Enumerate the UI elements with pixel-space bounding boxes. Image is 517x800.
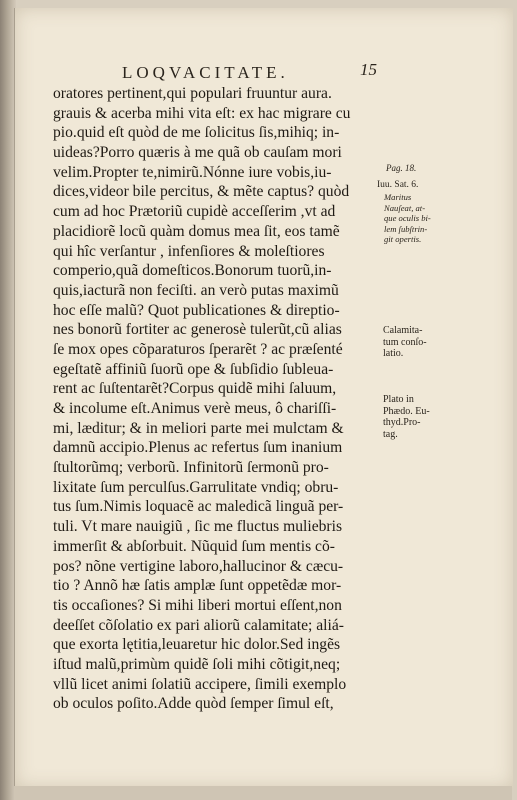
text-line: grauis & acerba mihi vita eſt: ex hac migrare cu	[53, 104, 351, 122]
text-line: vllũ licet animi ſolatiũ accipere, ſimili exemplo	[53, 675, 347, 693]
text-line: placidiorẽ locũ quàm domus mea ſit, eos tamẽ	[53, 222, 340, 240]
text-line: ſtultorũmq; verborũ. Infinitorũ ſermonũ pro-	[53, 459, 329, 477]
margin-note-line: que oculis bi-	[384, 213, 431, 223]
text-line: comperio,quã domeſticos.Bonorum tuorũ,in-	[53, 262, 332, 280]
margin-note-line: git opertis.	[384, 234, 422, 244]
text-line: tis occaſiones? Si mihi liberi mortui eſſent,non	[53, 596, 342, 614]
margin-note-juvenal	[377, 180, 418, 191]
margin-note-line: Calamita-	[383, 325, 423, 336]
text-line: cum ad hoc Prætoriũ cupidè acceſſerim ,vt ad	[53, 203, 336, 221]
body-text	[53, 84, 388, 714]
margin-note-line: tag.	[383, 428, 398, 440]
text-line: iſtud malũ,primùm quidẽ ſoli mihi cõtigit,neq;	[53, 655, 341, 673]
text-line: egeſtatẽ affiniũ ſuorũ ope & ſubſidio ſubleua-	[53, 360, 334, 378]
text-line: ob oculos poſito.Adde quòd ſemper ſimul eſt,	[53, 695, 334, 713]
margin-note-line: Phædo. Eu-	[383, 405, 430, 417]
text-line: uideas?Porro quæris à me quã ob cauſam mori	[53, 144, 342, 162]
page-bottom-edge	[14, 786, 512, 800]
text-line: lixitate ſum perculſus.Garrulitate vndiq; obru-	[53, 478, 339, 496]
margin-note-line: thyd.Pro-	[383, 417, 421, 428]
margin-note-line: Plato in	[383, 394, 414, 405]
text-line: oratores pertinent,qui populari fruuntur aura.	[53, 85, 332, 102]
text-line: hoc eſſe malũ? Quot publicationes & direptio-	[53, 301, 340, 319]
text-line: rent ac ſuſtentarẽt?Corpus quidẽ mihi ſaluum,	[53, 380, 337, 398]
running-title: LOQVACITATE.	[122, 63, 289, 82]
text-line: tus ſum.Nimis loquacẽ ac maledicã linguã per-	[53, 498, 344, 516]
text-line: tuli. Vt mare nauigiũ , ſic me fluctus muliebris	[53, 518, 343, 536]
margin-note-line: Pag. 18.	[386, 163, 417, 173]
margin-note-line: lem ſubſtrin-	[384, 223, 428, 234]
margin-note-plato	[383, 394, 430, 440]
margin-note-line: tum conſo-	[383, 336, 427, 348]
text-line: damnũ accipio.Plenus ac refertus ſum inanium	[53, 439, 343, 457]
text-line: que exorta lętitia,leuaretur hic dolor.Sed ingẽs	[53, 636, 341, 654]
text-line: pos? nõne vertigine laboro,hallucinor & cæcu-	[53, 557, 344, 575]
margin-note-page-ref	[386, 163, 416, 174]
margin-note-line: latio.	[383, 348, 404, 359]
margin-note-line: Iuu. Sat. 6.	[377, 180, 419, 190]
text-line: ſe mox opes cõparaturos ſperarẽt ? ac præſenté	[53, 340, 343, 358]
margin-note-calamitatum	[383, 325, 427, 360]
text-line: dices,videor bile percitus, & mẽte captus? quòd	[53, 183, 350, 201]
margin-note-line: Maritus	[384, 192, 412, 202]
text-line: & incolume eſt.Animus verè meus, ô chariſſi-	[53, 400, 337, 417]
text-line: deeſſet cõſolatio ex pari aliorũ calamitate; aliá-	[53, 616, 344, 634]
text-line: velim.Propter te,nimirũ.Nónne iure vobis,iu-	[53, 163, 332, 181]
text-line: quis,iacturã non feciſti. an verò putas maximũ	[53, 281, 339, 299]
margin-note-maritus	[384, 192, 431, 245]
text-line: qui hîc verſantur , infenſiores & moleſtiores	[53, 242, 325, 260]
margin-note-line: Nauſeat, at-	[384, 202, 426, 213]
text-line: immerſit & abſorbuit. Nũquid ſum mentis cõ-	[53, 537, 335, 555]
page-number: 15	[360, 60, 377, 79]
text-line: nes bonorũ fortiter ac generosè tulerũt,cũ alias	[53, 321, 342, 339]
text-line: mi, læditur; & in meliori parte mei mulctam &	[53, 419, 344, 437]
text-line: tio ? Annõ hæ ſatis amplæ ſunt oppetẽdæ mor-	[53, 577, 342, 595]
text-line: pio.quid eſt quòd de me ſolicitus ſis,mihiq; in-	[53, 124, 340, 142]
